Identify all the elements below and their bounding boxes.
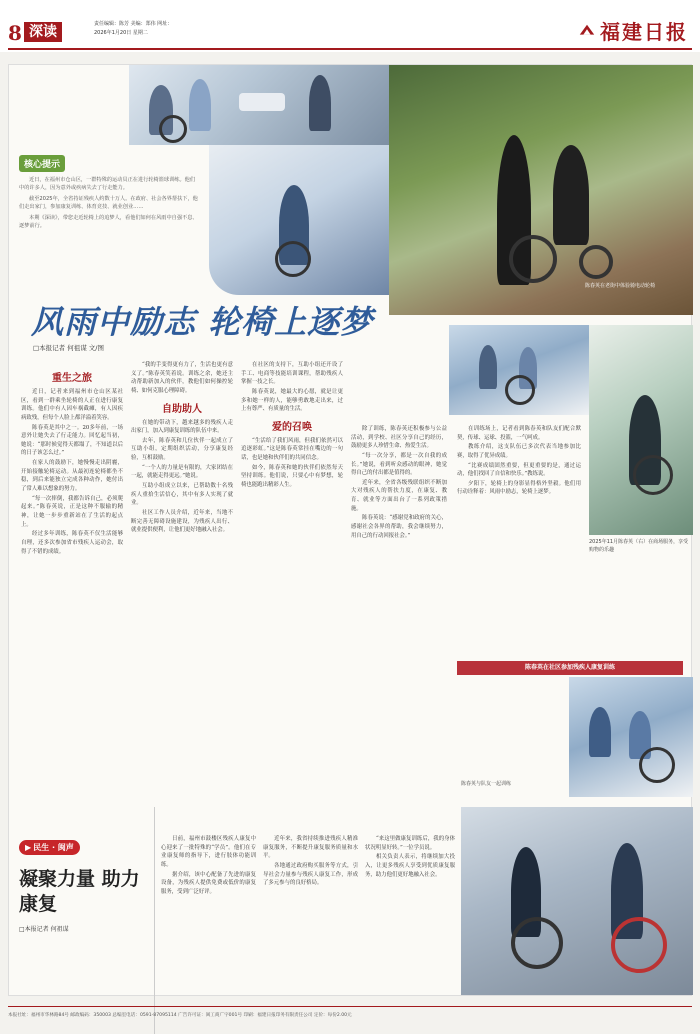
subhead-mutual-aid: 自助助人 <box>162 403 202 415</box>
keynote-paragraph: 近日，在福州市仓山区，一群特殊的运动员正在进行轮椅篮球训练。他们中的许多人，因为意外或疾病失去了行走能力。 <box>19 177 196 192</box>
article-column-4 <box>351 425 447 805</box>
article-paragraph: 在家人的鼓励下，她慢慢走出阴霾，开始接触轮椅运动。从最初连轮椅都坐不稳，到后来能独立完成各种动作，她付出了常人难以想象的努力。 <box>21 460 123 493</box>
megaphone-icon: ▶ <box>25 843 32 852</box>
article-column-3 <box>241 361 343 801</box>
editor-line: 责任编辑：陈芳 美编：郑伟 网址： <box>94 21 173 27</box>
masthead-title: 福建日报 <box>600 20 688 44</box>
team-training-photo <box>449 325 589 415</box>
article-paragraph: 经过多年训练，陈春英不仅生活能够自理，还多次参加省市残疾人运动会，取得了不错的成绩。 <box>21 531 123 555</box>
mall-photo-caption: 2025年11月陈春英（右）在商场服务，享受购物的乐趣 <box>589 539 689 553</box>
rehab-clinic-photo <box>129 65 389 145</box>
header-rule <box>8 48 692 50</box>
masthead <box>578 16 688 45</box>
article-paragraph: 去年，陈春英和几位伙伴一起成立了互助小组，定期组织活动，分享康复经验，互相鼓励。 <box>131 437 233 462</box>
article-paragraph: 在训练场上，记者看到陈春英和队友们配合默契，传球、运球、投篮，一气呵成。 <box>457 426 581 441</box>
promo-block <box>19 835 144 933</box>
article-paragraph: 在社区的支持下，互助小组还开设了手工、电商等技能培训课程，帮助残疾人掌握一技之长。 <box>241 362 343 386</box>
keynote-paragraph: 截至2025年，全省持证残疾人约数十万人。在政府、社会各界帮扶下，他们走出家门，参加康复训练、体育竞技、就业创业…… <box>19 196 198 211</box>
promo-paragraph: 据介绍，该中心配备了先进的康复设备，为残疾人提供免费或低价的康复服务，受到广泛好评。 <box>161 871 256 895</box>
promo-tag-label: 民生 · 闽声 <box>33 843 74 852</box>
article-paragraph: “比赛成绩固然重要，但更重要的是，通过运动，他们找回了自信和快乐。”教练说。 <box>457 462 581 478</box>
article-paragraph: “一个人的力量是有限的，大家团结在一起，就能走得更远。”她说。 <box>131 464 233 480</box>
article-column-1 <box>21 365 123 805</box>
article-paragraph: 教练介绍，这支队伍已多次代表当地参加比赛，取得了优异成绩。 <box>457 444 581 459</box>
promo-title: 凝聚力量 助力康复 <box>19 868 140 915</box>
article-paragraph: “每一次分享，都是一次自我的成长。”她说，看到听众感动的眼神，她觉得自己的付出都是值得的。 <box>351 452 447 477</box>
keynote-box <box>19 155 199 233</box>
car-photo-caption: 陈春英与队友一起训练 <box>461 781 512 787</box>
wheelchair-car-photo <box>461 807 693 995</box>
promo-paragraph: 相关负责人表示，将继续加大投入，让更多残疾人享受到优质康复服务，助力他们更好地融入社会。 <box>365 854 455 878</box>
article-paragraph: 如今，陈春英和她的伙伴们依然每天坚持训练。他们说，只要心中有梦想，轮椅也能跑出精彩人生。 <box>241 464 343 489</box>
footer-rule <box>8 1006 692 1007</box>
article-paragraph: 陈春英是其中之一。20多年前，一场意外让她失去了行走能力。回忆起当初，她说：“那时候觉得天都塌了，不知道以后的日子该怎么过。” <box>21 424 123 457</box>
article-paragraph: 近日，记者来到福州市仓山区某社区，看到一群乘坐轮椅的人正在进行康复训练。他们中有人因车祸截瘫，有人因疾病致残，但每个人脸上都洋溢着笑容。 <box>21 389 123 421</box>
subhead-rebirth: 重生之旅 <box>52 373 92 384</box>
article-paragraph: 陈春英说，她最大的心愿，就是让更多和她一样的人，能够勇敢地走出来，过上有尊严、有质量的生活。 <box>241 388 343 413</box>
page-number: 8 <box>8 21 22 45</box>
page-header <box>0 0 700 52</box>
shopping-mall-photo <box>589 325 693 535</box>
article-paragraph: 近年来，全省各级残联组织不断加大对残疾人的帮扶力度，在康复、教育、就业等方面出台了一系列政策措施。 <box>351 479 447 512</box>
rehab-gym-photo <box>209 145 389 295</box>
wheelchair-team-photo <box>569 677 693 797</box>
promo-column-1 <box>161 835 256 995</box>
article-headline: 风雨中励志 轮椅上逐梦 <box>31 303 374 341</box>
photo-banner: 陈春英在社区参加残疾人康复训练 <box>457 661 683 675</box>
article-column-2 <box>131 361 233 801</box>
forest-wheelchair-photo <box>389 65 693 315</box>
feature-page <box>8 64 692 996</box>
keynote-title: 核心提示 <box>19 155 65 172</box>
promo-byline: □本报记者 何祖谋 <box>19 926 69 934</box>
promo-paragraph: 各地通过政府购买服务等方式，引导社会力量参与残疾人康复工作，形成了多元参与的良好格局。 <box>263 862 358 887</box>
article-paragraph: 互助小组成立以来，已帮助数十名残疾人重拾生活信心，其中有多人实现了就业。 <box>131 483 233 507</box>
article-paragraph: “每一次摔倒，我都告诉自己，必须爬起来。”陈春英说，正是这种不服输的精神，让她一步步重新站在了生活的起点上。 <box>21 495 123 528</box>
promo-column-2 <box>263 835 358 995</box>
date-line: 2026年1月20日 星期二 <box>94 30 148 36</box>
article-paragraph: “我的手变得更有力了，生活也更有意义了。”陈春英笑着说。训练之余，她还主动帮助新加入的伙伴，教他们如何操控轮椅、如何克服心理障碍。 <box>131 362 233 394</box>
article-paragraph: “生活给了我们风雨，但我们依然可以追逐彩虹。”这是陈春英常挂在嘴边的一句话，也是她和伙伴们的共同信念。 <box>241 437 343 462</box>
page-footer: 本报社址：福州市华林路84号 邮政编码：350003 总编室电话：0591-87095114 广告许可证：闽工商广字001号 印刷：福建日报印务有限责任公司 定价：每份2.00元 <box>8 1013 352 1018</box>
article-byline: □本报记者 何祖谋 文/图 <box>33 344 104 352</box>
article-column-5 <box>457 425 581 655</box>
promo-paragraph: 近年来，我省持续推进残疾人精准康复服务，不断提升康复服务质量和水平。 <box>263 836 358 860</box>
promo-paragraph: “来这里做康复训练后，我的身体状况明显好转。”一位学员说。 <box>365 836 455 851</box>
subhead-call-of-love: 爱的召唤 <box>272 421 312 433</box>
article-paragraph: 除了训练，陈春英还积极参与公益活动，到学校、社区分享自己的经历，鼓励更多人珍惜生命、热爱生活。 <box>351 426 447 450</box>
article-paragraph: 夕阳下，轮椅上的身影显得格外坚毅。他们用行动诠释着：风雨中励志，轮椅上逐梦。 <box>457 480 581 496</box>
article-paragraph: 社区工作人员介绍，近年来，当地不断完善无障碍设施建设，为残疾人出行、就业提供便利，让他们更好地融入社会。 <box>131 509 233 534</box>
promo-paragraph: 日前，福州市鼓楼区残疾人康复中心迎来了一批特殊的“学员”。他们在专业康复师的指导下，进行肢体功能训练。 <box>161 836 256 868</box>
newspaper-logo-icon <box>578 22 596 40</box>
article-paragraph: 陈春英说：“感谢党和政府的关心，感谢社会各界的帮助，我会继续努力，用自己的行动回报社会。” <box>351 515 447 539</box>
column-divider <box>154 807 155 1034</box>
article-paragraph: 在她的带动下，越来越多的残疾人走出家门，加入到康复训练的队伍中来。 <box>131 419 233 435</box>
promo-tag <box>19 840 80 855</box>
forest-photo-caption: 陈春英在老街中体验骑电动轮椅 <box>585 283 656 289</box>
section-tag: 深读 <box>24 22 62 42</box>
keynote-paragraph: 本期《深读》，带您走近轮椅上的追梦人，看他们如何在风雨中自强不息、逐梦前行。 <box>19 215 198 230</box>
promo-column-3 <box>365 835 455 995</box>
